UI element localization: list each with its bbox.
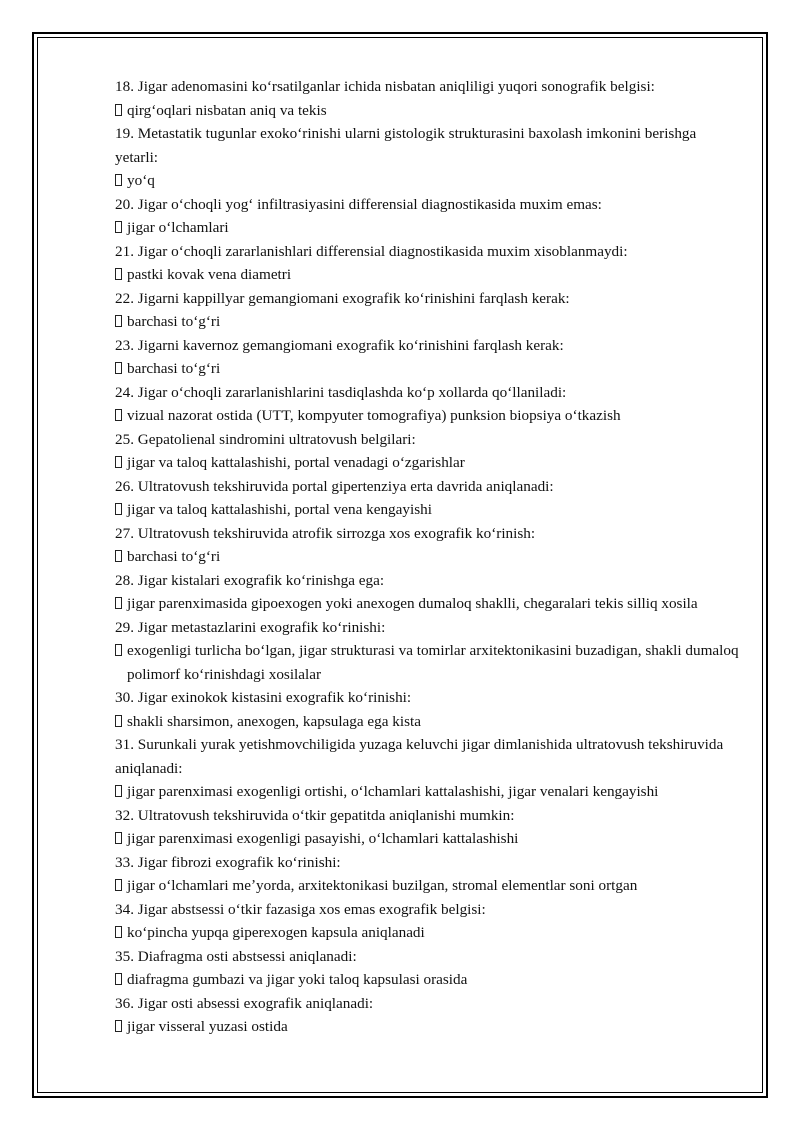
answer-line: [115, 968, 740, 992]
answer-line: [115, 592, 740, 616]
answer-marker-icon: [115, 550, 122, 562]
question-text: 27. Ultratovush tekshiruvida atrofik sirrozga xos exografik koʻrinish:: [115, 524, 536, 542]
question-text: 30. Jigar exinokok kistasini exografik koʻrinishi:: [115, 689, 412, 706]
answer-line: [115, 545, 740, 569]
answer-line: [115, 710, 740, 734]
answer-text: jigar oʻlchamlari: [127, 219, 229, 236]
answer-line: [115, 451, 740, 475]
answer-line: [115, 99, 740, 123]
answer-text: yoʻq: [127, 172, 155, 189]
answer-marker-icon: [115, 926, 122, 938]
question-text: 29. Jigar metastazlarini exografik koʻrinishi:: [115, 618, 386, 636]
answer-text: koʻpincha yupqa giperexogen kapsula aniqlanadi: [127, 924, 425, 941]
answer-text: jigar parenximasida gipoexogen yoki anexogen dumaloq shaklli, chegaralari tekis silliq xosila: [127, 595, 698, 612]
answer-marker-icon: [115, 1020, 122, 1032]
answer-text: jigar va taloq kattalashishi, portal venadagi oʻzgarishlar: [127, 454, 465, 471]
question-text: 36. Jigar osti absessi exografik aniqlanadi:: [115, 994, 374, 1012]
answer-line: [115, 169, 740, 193]
answer-line: [115, 874, 740, 898]
question-text: 28. Jigar kistalari exografik koʻrinishga ega:: [115, 571, 385, 589]
answer-text: jigar oʻlchamlari meʼyorda, arxitektonikasi buzilgan, stromal elementlar soni ortgan: [127, 877, 638, 894]
answer-marker-icon: [115, 973, 122, 985]
answer-marker-icon: [115, 315, 122, 327]
answer-marker-icon: [115, 715, 122, 727]
answer-text: exogenligi turlicha boʻlgan, jigar strukturasi va tomirlar arxitektonikasini buzadigan, shakli dumaloq polimorf koʻrinishdagi xosilalar: [127, 642, 739, 683]
answer-line: [115, 827, 740, 851]
answer-text: shakli sharsimon, anexogen, kapsulaga ega kista: [127, 712, 421, 730]
answer-marker-icon: [115, 785, 122, 797]
answer-line: [115, 780, 740, 804]
question-text: 34. Jigar abstsessi oʻtkir fazasiga xos emas exografik belgisi:: [115, 900, 486, 918]
answer-marker-icon: [115, 832, 122, 844]
answer-text: barchasi toʻgʻri: [127, 360, 221, 377]
answer-text: diafragma gumbazi va jigar yoki taloq kapsulasi orasida: [127, 971, 468, 988]
answer-text: qirgʻoqlari nisbatan aniq va tekis: [127, 101, 327, 119]
question-text: 23. Jigarni kavernoz gemangiomani exografik koʻrinishini farqlash kerak:: [115, 336, 564, 354]
question-text: 22. Jigarni kappillyar gemangiomani exografik koʻrinishini farqlash kerak:: [115, 289, 570, 307]
question-text: 19. Metastatik tugunlar exokoʻrinishi ularni gistologik strukturasini baxolash imkonini berishga yetarli:: [115, 125, 697, 166]
question-list: [115, 75, 740, 1039]
question-text: 21. Jigar oʻchoqli zararlanishlari differensial diagnostikasida muxim xisoblanmaydi:: [115, 242, 628, 260]
question-text: 31. Surunkali yurak yetishmovchiligida yuzaga keluvchi jigar dimlanishida ultratovush tekshiruvida aniqlanadi:: [115, 736, 724, 777]
answer-text: pastki kovak vena diametri: [127, 266, 292, 283]
question-text: 35. Diafragma osti abstsessi aniqlanadi:: [115, 947, 357, 965]
answer-line: [115, 921, 740, 945]
answer-line: [115, 216, 740, 240]
answer-line: [115, 498, 740, 522]
answer-marker-icon: [115, 503, 122, 515]
answer-line: [115, 310, 740, 334]
question-text: 24. Jigar oʻchoqli zararlanishlarini tasdiqlashda koʻp xollarda qoʻllaniladi:: [115, 383, 567, 401]
question-text: 25. Gepatolienal sindromini ultratovush belgilari:: [115, 430, 416, 448]
answer-text: jigar va taloq kattalashishi, portal vena kengayishi: [127, 501, 432, 518]
answer-marker-icon: [115, 104, 122, 116]
question-text: 33. Jigar fibrozi exografik koʻrinishi:: [115, 853, 341, 871]
answer-marker-icon: [115, 597, 122, 609]
answer-text: barchasi toʻgʻri: [127, 548, 221, 565]
answer-marker-icon: [115, 268, 122, 280]
answer-line: [115, 1015, 740, 1039]
answer-marker-icon: [115, 174, 122, 186]
answer-marker-icon: [115, 456, 122, 468]
answer-marker-icon: [115, 879, 122, 891]
answer-marker-icon: [115, 362, 122, 374]
question-text: 32. Ultratovush tekshiruvida oʻtkir gepatitda aniqlanishi mumkin:: [115, 806, 515, 824]
answer-text: jigar parenximasi exogenligi ortishi, oʻlchamlari kattalashishi, jigar venalari kengayishi: [127, 783, 659, 800]
answer-marker-icon: [115, 221, 122, 233]
answer-line: [115, 404, 740, 428]
answer-text: jigar parenximasi exogenligi pasayishi, oʻlchamlari kattalashishi: [127, 830, 519, 847]
answer-line: [115, 357, 740, 381]
answer-marker-icon: [115, 644, 122, 656]
question-text: 18. Jigar adenomasini koʻrsatilganlar ichida nisbatan aniqliligi yuqori sonografik belgisi:: [115, 78, 655, 95]
answer-line: [115, 639, 740, 686]
answer-text: vizual nazorat ostida (UTT, kompyuter tomografiya) punksion biopsiya oʻtkazish: [127, 407, 621, 424]
answer-text: jigar visseral yuzasi ostida: [127, 1018, 288, 1035]
answer-line: [115, 263, 740, 287]
answer-text: barchasi toʻgʻri: [127, 313, 221, 330]
question-text: 20. Jigar oʻchoqli yogʻ infiltrasiyasini differensial diagnostikasida muxim emas:: [115, 195, 602, 213]
answer-marker-icon: [115, 409, 122, 421]
question-text: 26. Ultratovush tekshiruvida portal gipertenziya erta davrida aniqlanadi:: [115, 477, 554, 495]
